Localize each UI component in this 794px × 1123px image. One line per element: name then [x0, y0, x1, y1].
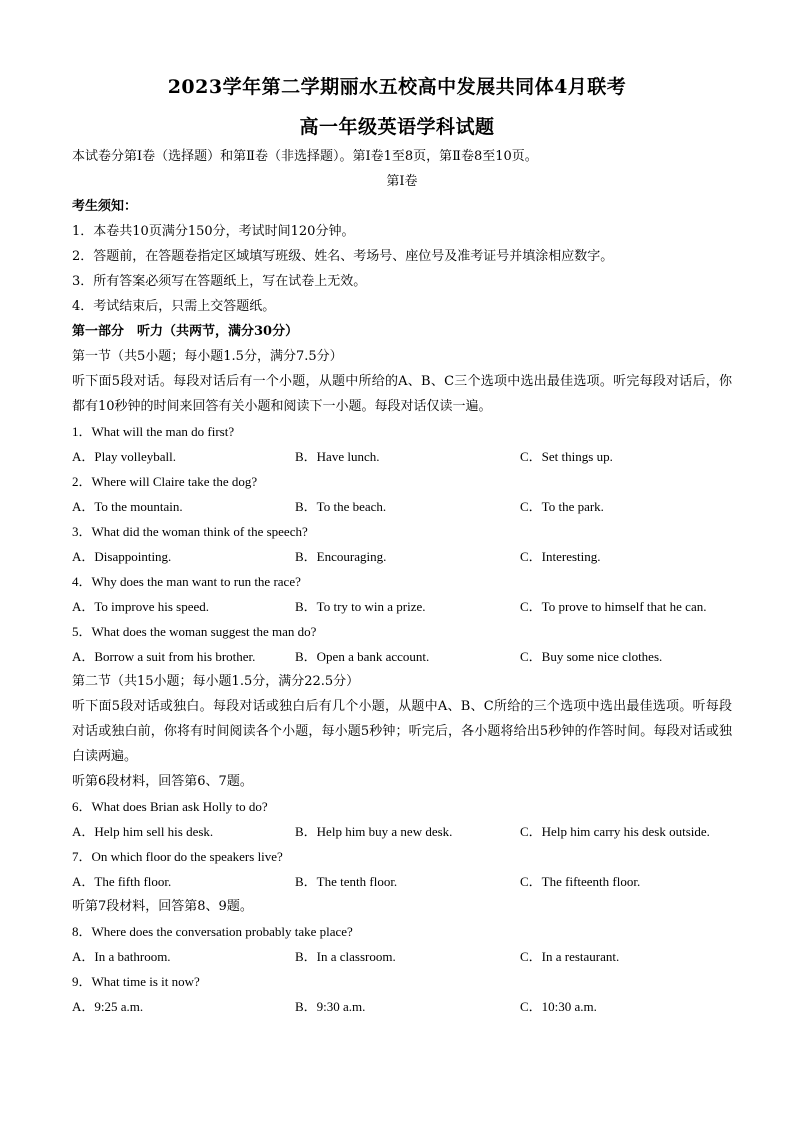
option-b: B．Open a bank account.: [295, 649, 430, 664]
answer-options: [72, 594, 732, 619]
option-a: A．Play volleyball.: [72, 449, 176, 464]
option-b: B．Help him buy a new desk.: [295, 824, 453, 839]
section1-heading: 第一节（共5小题；每小题1.5分，满分7.5分）: [72, 349, 343, 364]
answer-options: [72, 494, 732, 519]
notice-item: 4．考试结束后，只需上交答题纸。: [72, 299, 276, 314]
exam-title: 2023学年第二学期丽水五校高中发展共同体4月联考: [167, 76, 627, 98]
question-text: 3．What did the woman think of the speech?: [72, 524, 308, 539]
question-text: 4．Why does the man want to run the race?: [72, 574, 301, 589]
option-c: C．Set things up.: [520, 449, 613, 464]
section2-heading: 第二节（共15小题；每小题1.5分，满分22.5分）: [72, 674, 360, 689]
option-c: C．To the park.: [520, 499, 604, 514]
option-b: B．The tenth floor.: [295, 874, 398, 889]
option-a: A．To the mountain.: [72, 499, 183, 514]
answer-options: [72, 444, 732, 469]
option-b: B．9:30 a.m.: [295, 999, 366, 1014]
answer-options: [72, 644, 732, 669]
question-text: 7．On which floor do the speakers live?: [72, 849, 283, 864]
section1-instructions: 听下面5段对话。每段对话后有一个小题，从题中所给的A、B、C三个选项中选出最佳选项。听完每段对话后，你都有10秒钟的时间来回答有关小题和阅读下一小题。每段对话仅读一遍。: [72, 374, 732, 414]
option-c: C．The fifteenth floor.: [520, 874, 641, 889]
option-c: C．Interesting.: [520, 549, 601, 564]
option-a: A．Borrow a suit from his brother.: [72, 649, 256, 664]
option-b: B．To try to win a prize.: [295, 599, 426, 614]
option-a: A．Disappointing.: [72, 549, 172, 564]
exam-content: [72, 144, 732, 1019]
question-text: 6．What does Brian ask Holly to do?: [72, 799, 268, 814]
question-text: 8．Where does the conversation probably take place?: [72, 924, 353, 939]
option-c: C．10:30 a.m.: [520, 999, 597, 1014]
question-text: 9．What time is it now?: [72, 974, 200, 989]
option-c: C．To prove to himself that he can.: [520, 599, 707, 614]
question-text: 1．What will the man do first?: [72, 424, 235, 439]
option-b: B．Encouraging.: [295, 549, 387, 564]
material-6-note: 听第6段材料，回答第6、7题。: [72, 774, 253, 789]
answer-options: [72, 819, 732, 844]
option-a: A．9:25 a.m.: [72, 999, 144, 1014]
option-a: A．Help him sell his desk.: [72, 824, 214, 839]
material-7-note: 听第7段材料，回答第8、9题。: [72, 899, 253, 914]
answer-options: [72, 869, 732, 894]
option-c: C．Buy some nice clothes.: [520, 649, 663, 664]
intro-text: 本试卷分第Ⅰ卷（选择题）和第Ⅱ卷（非选择题）。第Ⅰ卷1至8页，第Ⅱ卷8至10页。: [72, 149, 538, 164]
section1-questions: [72, 419, 732, 669]
option-b: B．To the beach.: [295, 499, 387, 514]
option-b: B．In a classroom.: [295, 949, 396, 964]
option-c: C．In a restaurant.: [520, 949, 620, 964]
notice-item: 1．本卷共10页满分150分，考试时间120分钟。: [72, 224, 355, 239]
option-c: C．Help him carry his desk outside.: [520, 824, 710, 839]
part1-heading: 第一部分 听力（共两节，满分30分）: [72, 324, 299, 339]
exam-subtitle: 高一年级英语学科试题: [299, 116, 495, 138]
option-a: A．The fifth floor.: [72, 874, 172, 889]
question-text: 2．Where will Claire take the dog?: [72, 474, 258, 489]
option-a: A．In a bathroom.: [72, 949, 171, 964]
answer-options: [72, 994, 732, 1019]
answer-options: [72, 544, 732, 569]
volume-label: 第Ⅰ卷: [386, 174, 418, 189]
section2-instructions: 听下面5段对话或独白。每段对话或独白后有几个小题，从题中A、B、C所给的三个选项中选出最佳选项。听每段对话或独白前，你将有时间阅读各个小题，每小题5秒钟；听完后，各小题将给出5秒钟的作答时间。每段对话或独白读两遍。: [72, 699, 732, 764]
notice-heading: 考生须知：: [72, 199, 138, 214]
notice-item: 3．所有答案必须写在答题纸上，写在试卷上无效。: [72, 274, 367, 289]
question-text: 5．What does the woman suggest the man do?: [72, 624, 317, 639]
answer-options: [72, 944, 732, 969]
option-b: B．Have lunch.: [295, 449, 380, 464]
notice-item: 2．答题前，在答题卷指定区域填写班级、姓名、考场号、座位号及准考证号并填涂相应数字。: [72, 249, 614, 264]
option-a: A．To improve his speed.: [72, 599, 210, 614]
